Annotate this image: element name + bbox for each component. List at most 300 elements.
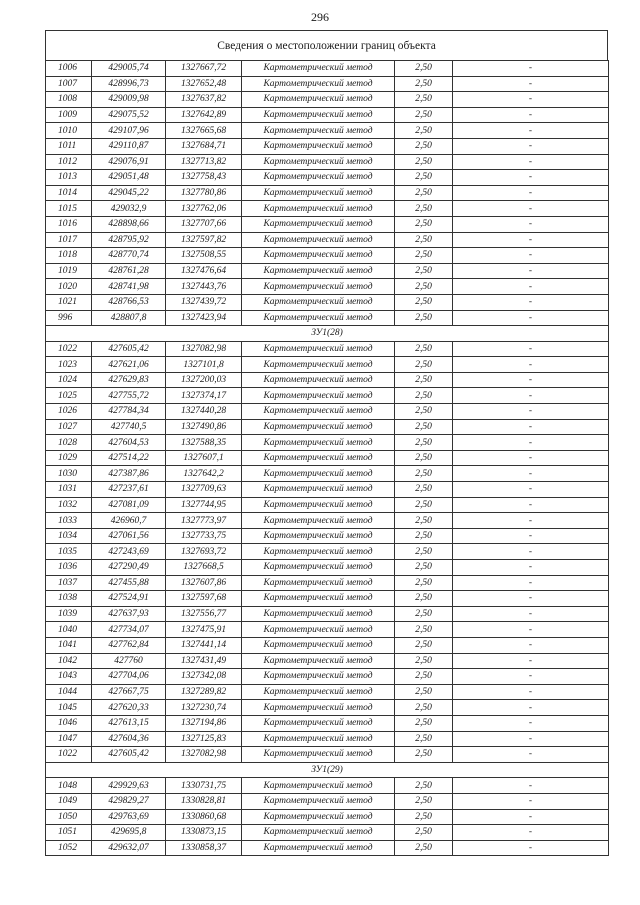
method-cell: Картометрический метод — [242, 170, 395, 186]
method-cell: Картометрический метод — [242, 591, 395, 607]
description-cell: - — [453, 450, 609, 466]
method-cell: Картометрический метод — [242, 138, 395, 154]
y-coordinate-cell: 1327476,64 — [166, 263, 242, 279]
description-cell: - — [453, 591, 609, 607]
boundary-table — [45, 60, 609, 856]
point-number-cell: 1022 — [46, 341, 92, 357]
x-coordinate-cell: 429076,91 — [92, 154, 166, 170]
table-row — [46, 138, 609, 154]
table-row — [46, 466, 609, 482]
y-coordinate-cell: 1327713,82 — [166, 154, 242, 170]
accuracy-cell: 2,50 — [395, 341, 453, 357]
table-row — [46, 357, 609, 373]
y-coordinate-cell: 1327342,08 — [166, 669, 242, 685]
table-body — [46, 61, 609, 856]
accuracy-cell: 2,50 — [395, 310, 453, 326]
y-coordinate-cell: 1327200,03 — [166, 372, 242, 388]
point-number-cell: 1035 — [46, 544, 92, 560]
y-coordinate-cell: 1327423,94 — [166, 310, 242, 326]
method-cell: Картометрический метод — [242, 185, 395, 201]
x-coordinate-cell: 427755,72 — [92, 388, 166, 404]
y-coordinate-cell: 1327758,43 — [166, 170, 242, 186]
description-cell: - — [453, 825, 609, 841]
description-cell: - — [453, 606, 609, 622]
point-number-cell: 1028 — [46, 435, 92, 451]
accuracy-cell: 2,50 — [395, 123, 453, 139]
accuracy-cell: 2,50 — [395, 294, 453, 310]
accuracy-cell: 2,50 — [395, 731, 453, 747]
table-row — [46, 591, 609, 607]
description-cell: - — [453, 357, 609, 373]
x-coordinate-cell: 427734,07 — [92, 622, 166, 638]
accuracy-cell: 2,50 — [395, 357, 453, 373]
method-cell: Картометрический метод — [242, 715, 395, 731]
x-coordinate-cell: 429695,8 — [92, 825, 166, 841]
y-coordinate-cell: 1327607,1 — [166, 450, 242, 466]
x-coordinate-cell: 428996,73 — [92, 76, 166, 92]
x-coordinate-cell: 427061,56 — [92, 528, 166, 544]
point-number-cell: 1014 — [46, 185, 92, 201]
point-number-cell: 1027 — [46, 419, 92, 435]
accuracy-cell: 2,50 — [395, 700, 453, 716]
description-cell: - — [453, 809, 609, 825]
method-cell: Картометрический метод — [242, 809, 395, 825]
table-row — [46, 92, 609, 108]
x-coordinate-cell: 427524,91 — [92, 591, 166, 607]
point-number-cell: 1010 — [46, 123, 92, 139]
table-row — [46, 341, 609, 357]
accuracy-cell: 2,50 — [395, 544, 453, 560]
table-row — [46, 263, 609, 279]
x-coordinate-cell: 427455,88 — [92, 575, 166, 591]
point-number-cell: 1025 — [46, 388, 92, 404]
x-coordinate-cell: 429045,22 — [92, 185, 166, 201]
y-coordinate-cell: 1327667,72 — [166, 61, 242, 77]
table-row — [46, 778, 609, 794]
description-cell: - — [453, 216, 609, 232]
accuracy-cell: 2,50 — [395, 482, 453, 498]
point-number-cell: 1040 — [46, 622, 92, 638]
table-row — [46, 388, 609, 404]
description-cell: - — [453, 778, 609, 794]
point-number-cell: 1034 — [46, 528, 92, 544]
point-number-cell: 1043 — [46, 669, 92, 685]
method-cell: Картометрический метод — [242, 731, 395, 747]
point-number-cell: 1036 — [46, 560, 92, 576]
method-cell: Картометрический метод — [242, 419, 395, 435]
y-coordinate-cell: 1327101,8 — [166, 357, 242, 373]
x-coordinate-cell: 428770,74 — [92, 248, 166, 264]
description-cell: - — [453, 185, 609, 201]
description-cell: - — [453, 544, 609, 560]
y-coordinate-cell: 1327744,95 — [166, 497, 242, 513]
x-coordinate-cell: 429051,48 — [92, 170, 166, 186]
accuracy-cell: 2,50 — [395, 747, 453, 763]
table-row — [46, 825, 609, 841]
description-cell: - — [453, 793, 609, 809]
method-cell: Картометрический метод — [242, 341, 395, 357]
description-cell: - — [453, 684, 609, 700]
accuracy-cell: 2,50 — [395, 201, 453, 217]
description-cell: - — [453, 575, 609, 591]
point-number-cell: 1023 — [46, 357, 92, 373]
table-row — [46, 435, 609, 451]
x-coordinate-cell: 427740,5 — [92, 419, 166, 435]
x-coordinate-cell: 426960,7 — [92, 513, 166, 529]
y-coordinate-cell: 1327475,91 — [166, 622, 242, 638]
y-coordinate-cell: 1327773,97 — [166, 513, 242, 529]
accuracy-cell: 2,50 — [395, 606, 453, 622]
y-coordinate-cell: 1327508,55 — [166, 248, 242, 264]
x-coordinate-cell: 428766,53 — [92, 294, 166, 310]
point-number-cell: 1038 — [46, 591, 92, 607]
method-cell: Картометрический метод — [242, 528, 395, 544]
point-number-cell: 1051 — [46, 825, 92, 841]
method-cell: Картометрический метод — [242, 793, 395, 809]
description-cell: - — [453, 700, 609, 716]
x-coordinate-cell: 427620,33 — [92, 700, 166, 716]
table-row — [46, 622, 609, 638]
point-number-cell: 1042 — [46, 653, 92, 669]
x-coordinate-cell: 427604,36 — [92, 731, 166, 747]
point-number-cell: 1017 — [46, 232, 92, 248]
description-cell: - — [453, 840, 609, 856]
table-row — [46, 700, 609, 716]
method-cell: Картометрический метод — [242, 61, 395, 77]
point-number-cell: 1046 — [46, 715, 92, 731]
description-cell: - — [453, 466, 609, 482]
accuracy-cell: 2,50 — [395, 793, 453, 809]
table-title: Сведения о местоположении границ объекта — [45, 30, 608, 60]
description-cell: - — [453, 107, 609, 123]
y-coordinate-cell: 1327733,75 — [166, 528, 242, 544]
description-cell: - — [453, 372, 609, 388]
point-number-cell: 1016 — [46, 216, 92, 232]
table-row — [46, 123, 609, 139]
accuracy-cell: 2,50 — [395, 92, 453, 108]
x-coordinate-cell: 427604,53 — [92, 435, 166, 451]
point-number-cell: 1039 — [46, 606, 92, 622]
x-coordinate-cell: 429929,63 — [92, 778, 166, 794]
method-cell: Картометрический метод — [242, 544, 395, 560]
table-row — [46, 497, 609, 513]
point-number-cell: 1026 — [46, 404, 92, 420]
y-coordinate-cell: 1327693,72 — [166, 544, 242, 560]
y-coordinate-cell: 1327556,77 — [166, 606, 242, 622]
accuracy-cell: 2,50 — [395, 497, 453, 513]
accuracy-cell: 2,50 — [395, 560, 453, 576]
point-number-cell: 996 — [46, 310, 92, 326]
x-coordinate-cell: 427081,09 — [92, 497, 166, 513]
table-row — [46, 560, 609, 576]
accuracy-cell: 2,50 — [395, 263, 453, 279]
y-coordinate-cell: 1327431,49 — [166, 653, 242, 669]
table-row — [46, 154, 609, 170]
y-coordinate-cell: 1330828,81 — [166, 793, 242, 809]
description-cell: - — [453, 279, 609, 295]
table-row — [46, 606, 609, 622]
y-coordinate-cell: 1327709,63 — [166, 482, 242, 498]
y-coordinate-cell: 1327125,83 — [166, 731, 242, 747]
y-coordinate-cell: 1327607,86 — [166, 575, 242, 591]
point-number-cell: 1045 — [46, 700, 92, 716]
description-cell: - — [453, 731, 609, 747]
y-coordinate-cell: 1327652,48 — [166, 76, 242, 92]
description-cell: - — [453, 669, 609, 685]
table-row — [46, 513, 609, 529]
y-coordinate-cell: 1327374,17 — [166, 388, 242, 404]
point-number-cell: 1029 — [46, 450, 92, 466]
description-cell: - — [453, 310, 609, 326]
accuracy-cell: 2,50 — [395, 248, 453, 264]
method-cell: Картометрический метод — [242, 294, 395, 310]
accuracy-cell: 2,50 — [395, 435, 453, 451]
description-cell: - — [453, 294, 609, 310]
table-row — [46, 793, 609, 809]
description-cell: - — [453, 560, 609, 576]
y-coordinate-cell: 1327194,86 — [166, 715, 242, 731]
table-row — [46, 279, 609, 295]
y-coordinate-cell: 1327637,82 — [166, 92, 242, 108]
x-coordinate-cell: 427514,22 — [92, 450, 166, 466]
point-number-cell: 1049 — [46, 793, 92, 809]
description-cell: - — [453, 61, 609, 77]
accuracy-cell: 2,50 — [395, 170, 453, 186]
accuracy-cell: 2,50 — [395, 76, 453, 92]
method-cell: Картометрический метод — [242, 310, 395, 326]
accuracy-cell: 2,50 — [395, 669, 453, 685]
y-coordinate-cell: 1327230,74 — [166, 700, 242, 716]
description-cell: - — [453, 497, 609, 513]
point-number-cell: 1021 — [46, 294, 92, 310]
accuracy-cell: 2,50 — [395, 778, 453, 794]
point-number-cell: 1052 — [46, 840, 92, 856]
table-row — [46, 575, 609, 591]
table-row — [46, 310, 609, 326]
table-row — [46, 715, 609, 731]
method-cell: Картометрический метод — [242, 560, 395, 576]
method-cell: Картометрический метод — [242, 825, 395, 841]
x-coordinate-cell: 427629,83 — [92, 372, 166, 388]
table-row — [46, 419, 609, 435]
x-coordinate-cell: 427760 — [92, 653, 166, 669]
y-coordinate-cell: 1327684,71 — [166, 138, 242, 154]
y-coordinate-cell: 1327443,76 — [166, 279, 242, 295]
y-coordinate-cell: 1327597,68 — [166, 591, 242, 607]
point-number-cell: 1048 — [46, 778, 92, 794]
method-cell: Картометрический метод — [242, 747, 395, 763]
point-number-cell: 1024 — [46, 372, 92, 388]
table-row — [46, 170, 609, 186]
point-number-cell: 1012 — [46, 154, 92, 170]
accuracy-cell: 2,50 — [395, 466, 453, 482]
x-coordinate-cell: 427605,42 — [92, 747, 166, 763]
y-coordinate-cell: 1330731,75 — [166, 778, 242, 794]
method-cell: Картометрический метод — [242, 201, 395, 217]
method-cell: Картометрический метод — [242, 279, 395, 295]
description-cell: - — [453, 138, 609, 154]
table-row — [46, 809, 609, 825]
y-coordinate-cell: 1327665,68 — [166, 123, 242, 139]
x-coordinate-cell: 427704,06 — [92, 669, 166, 685]
method-cell: Картометрический метод — [242, 357, 395, 373]
table-row — [46, 528, 609, 544]
method-cell: Картометрический метод — [242, 388, 395, 404]
method-cell: Картометрический метод — [242, 653, 395, 669]
page-number: 296 — [311, 10, 329, 24]
accuracy-cell: 2,50 — [395, 61, 453, 77]
y-coordinate-cell: 1327440,28 — [166, 404, 242, 420]
accuracy-cell: 2,50 — [395, 372, 453, 388]
point-number-cell: 1020 — [46, 279, 92, 295]
table-row — [46, 185, 609, 201]
point-number-cell: 1018 — [46, 248, 92, 264]
table-row — [46, 61, 609, 77]
x-coordinate-cell: 427667,75 — [92, 684, 166, 700]
section-label: ЗУ1(28) — [46, 326, 609, 342]
x-coordinate-cell: 429763,69 — [92, 809, 166, 825]
table-row — [46, 404, 609, 420]
point-number-cell: 1037 — [46, 575, 92, 591]
section-label: ЗУ1(29) — [46, 762, 609, 778]
x-coordinate-cell: 429005,74 — [92, 61, 166, 77]
accuracy-cell: 2,50 — [395, 107, 453, 123]
x-coordinate-cell: 429009,98 — [92, 92, 166, 108]
table-row — [46, 216, 609, 232]
y-coordinate-cell: 1327597,82 — [166, 232, 242, 248]
y-coordinate-cell: 1327082,98 — [166, 341, 242, 357]
method-cell: Картометрический метод — [242, 840, 395, 856]
method-cell: Картометрический метод — [242, 622, 395, 638]
description-cell: - — [453, 123, 609, 139]
description-cell: - — [453, 76, 609, 92]
x-coordinate-cell: 429107,96 — [92, 123, 166, 139]
method-cell: Картометрический метод — [242, 669, 395, 685]
section-row — [46, 762, 609, 778]
table-row — [46, 76, 609, 92]
boundary-sheet — [45, 30, 608, 856]
accuracy-cell: 2,50 — [395, 684, 453, 700]
x-coordinate-cell: 427237,61 — [92, 482, 166, 498]
accuracy-cell: 2,50 — [395, 575, 453, 591]
point-number-cell: 1019 — [46, 263, 92, 279]
description-cell: - — [453, 435, 609, 451]
x-coordinate-cell: 428761,28 — [92, 263, 166, 279]
table-row — [46, 653, 609, 669]
table-row — [46, 747, 609, 763]
method-cell: Картометрический метод — [242, 575, 395, 591]
method-cell: Картометрический метод — [242, 76, 395, 92]
description-cell: - — [453, 513, 609, 529]
description-cell: - — [453, 388, 609, 404]
table-row — [46, 669, 609, 685]
accuracy-cell: 2,50 — [395, 138, 453, 154]
table-row — [46, 248, 609, 264]
point-number-cell: 1033 — [46, 513, 92, 529]
accuracy-cell: 2,50 — [395, 809, 453, 825]
description-cell: - — [453, 528, 609, 544]
method-cell: Картометрический метод — [242, 123, 395, 139]
x-coordinate-cell: 429829,27 — [92, 793, 166, 809]
table-row — [46, 731, 609, 747]
method-cell: Картометрический метод — [242, 404, 395, 420]
x-coordinate-cell: 427784,34 — [92, 404, 166, 420]
description-cell: - — [453, 404, 609, 420]
description-cell: - — [453, 747, 609, 763]
accuracy-cell: 2,50 — [395, 419, 453, 435]
y-coordinate-cell: 1327707,66 — [166, 216, 242, 232]
method-cell: Картометрический метод — [242, 497, 395, 513]
y-coordinate-cell: 1327082,98 — [166, 747, 242, 763]
accuracy-cell: 2,50 — [395, 216, 453, 232]
method-cell: Картометрический метод — [242, 107, 395, 123]
x-coordinate-cell: 429632,07 — [92, 840, 166, 856]
y-coordinate-cell: 1327439,72 — [166, 294, 242, 310]
method-cell: Картометрический метод — [242, 700, 395, 716]
x-coordinate-cell: 428807,8 — [92, 310, 166, 326]
description-cell: - — [453, 263, 609, 279]
point-number-cell: 1050 — [46, 809, 92, 825]
description-cell: - — [453, 715, 609, 731]
x-coordinate-cell: 428795,92 — [92, 232, 166, 248]
accuracy-cell: 2,50 — [395, 715, 453, 731]
point-number-cell: 1013 — [46, 170, 92, 186]
method-cell: Картометрический метод — [242, 778, 395, 794]
method-cell: Картометрический метод — [242, 435, 395, 451]
description-cell: - — [453, 622, 609, 638]
method-cell: Картометрический метод — [242, 637, 395, 653]
point-number-cell: 1044 — [46, 684, 92, 700]
x-coordinate-cell: 427605,42 — [92, 341, 166, 357]
y-coordinate-cell: 1327642,2 — [166, 466, 242, 482]
description-cell: - — [453, 419, 609, 435]
accuracy-cell: 2,50 — [395, 232, 453, 248]
table-row — [46, 637, 609, 653]
method-cell: Картометрический метод — [242, 372, 395, 388]
x-coordinate-cell: 429032,9 — [92, 201, 166, 217]
table-row — [46, 684, 609, 700]
accuracy-cell: 2,50 — [395, 840, 453, 856]
method-cell: Картометрический метод — [242, 513, 395, 529]
accuracy-cell: 2,50 — [395, 825, 453, 841]
accuracy-cell: 2,50 — [395, 154, 453, 170]
method-cell: Картометрический метод — [242, 248, 395, 264]
accuracy-cell: 2,50 — [395, 622, 453, 638]
description-cell: - — [453, 341, 609, 357]
method-cell: Картометрический метод — [242, 232, 395, 248]
y-coordinate-cell: 1327642,89 — [166, 107, 242, 123]
accuracy-cell: 2,50 — [395, 185, 453, 201]
point-number-cell: 1008 — [46, 92, 92, 108]
table-row — [46, 482, 609, 498]
method-cell: Картометрический метод — [242, 450, 395, 466]
method-cell: Картометрический метод — [242, 216, 395, 232]
point-number-cell: 1047 — [46, 731, 92, 747]
method-cell: Картометрический метод — [242, 154, 395, 170]
method-cell: Картометрический метод — [242, 466, 395, 482]
point-number-cell: 1030 — [46, 466, 92, 482]
section-row — [46, 326, 609, 342]
description-cell: - — [453, 637, 609, 653]
accuracy-cell: 2,50 — [395, 450, 453, 466]
description-cell: - — [453, 201, 609, 217]
accuracy-cell: 2,50 — [395, 279, 453, 295]
accuracy-cell: 2,50 — [395, 388, 453, 404]
description-cell: - — [453, 92, 609, 108]
y-coordinate-cell: 1330860,68 — [166, 809, 242, 825]
x-coordinate-cell: 427762,84 — [92, 637, 166, 653]
x-coordinate-cell: 427387,86 — [92, 466, 166, 482]
